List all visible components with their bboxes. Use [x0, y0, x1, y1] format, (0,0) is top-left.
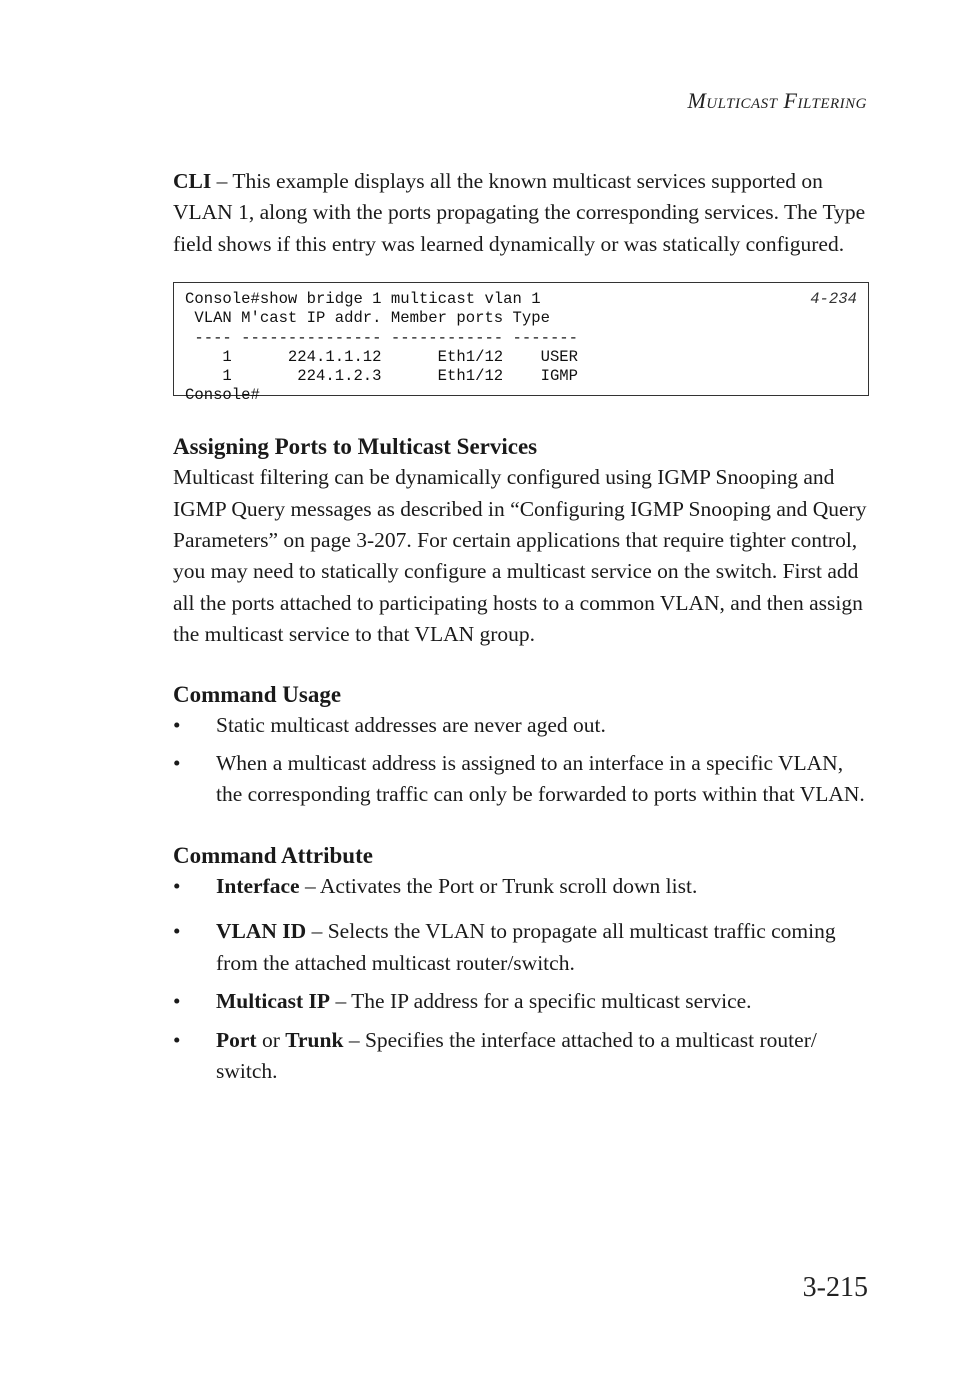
- attribute-description: – Specifies the interface attached to a multicast router/ switch.: [216, 1027, 817, 1083]
- list-item: [173, 871, 869, 902]
- bullet-icon: •: [173, 989, 181, 1014]
- usage-list: [173, 710, 869, 811]
- attribute-heading: Command Attribute: [173, 842, 373, 868]
- list-item: [173, 748, 869, 811]
- list-item: [173, 710, 869, 741]
- attribute-list: [173, 871, 869, 1087]
- intro-text: – This example displays all the known multicast services supported on VLAN 1, along with the ports propagating the corresponding services. The Type field shows if this entry was learned dynamically or was statically configured.: [173, 169, 866, 256]
- attribute-term: Interface: [216, 873, 300, 898]
- attribute-description: – Activates the Port or Trunk scroll down list.: [299, 873, 698, 898]
- list-item: [173, 916, 869, 979]
- code-line: VLAN M'cast IP addr. Member ports Type: [185, 309, 550, 328]
- bullet-icon: •: [173, 1027, 181, 1052]
- intro-paragraph: [173, 166, 869, 260]
- attribute-term: VLAN ID: [216, 919, 307, 944]
- attribute-description: – Selects the VLAN to propagate all multicast traffic coming from the attached multicast router/switch.: [216, 919, 836, 975]
- attribute-term: Port: [216, 1027, 257, 1052]
- attribute-term: Trunk: [285, 1027, 344, 1052]
- code-line: 1 224.1.2.3 Eth1/12 IGMP: [185, 366, 579, 385]
- assign-heading: Assigning Ports to Multicast Services: [173, 434, 538, 460]
- bullet-icon: •: [173, 712, 181, 737]
- list-item: [173, 1025, 869, 1088]
- cli-example-box: [173, 282, 869, 405]
- list-item-text: When a multicast address is assigned to an interface in a specific VLAN, the corresponding traffic can only be forwarded to ports within that VLAN.: [216, 751, 865, 807]
- bullet-icon: •: [173, 873, 181, 898]
- usage-heading: Command Usage: [173, 681, 342, 707]
- attribute-connector: or: [256, 1027, 286, 1052]
- assign-paragraph: Multicast filtering can be dynamically configured using IGMP Snooping and IGMP Query messages as described in “Configuring IGMP Snooping and Query Parameters” on page 3-207. For certain applications that require tighter control, you may need to statically configure a multicast service on the switch. First add all the ports attached to participating hosts to a common VLAN, and then assign the multicast service to that VLAN group.: [173, 465, 867, 647]
- code-command: Console#show bridge 1 multicast vlan 1: [185, 290, 541, 309]
- intro-lead: CLI: [173, 169, 212, 193]
- running-header: Multicast Filtering: [687, 88, 867, 113]
- bullet-icon: •: [173, 751, 181, 776]
- code-page-reference: 4-234: [810, 290, 857, 309]
- code-line: ---- --------------- ------------ -------: [185, 328, 579, 347]
- bullet-icon: •: [173, 919, 181, 944]
- list-item: [173, 986, 869, 1017]
- list-item-text: Static multicast addresses are never aged out.: [216, 712, 606, 737]
- code-line: 1 224.1.1.12 Eth1/12 USER: [185, 347, 579, 366]
- code-line: Console#: [185, 386, 260, 405]
- attribute-term: Multicast IP: [216, 989, 331, 1014]
- attribute-description: – The IP address for a specific multicast service.: [330, 989, 752, 1014]
- page-content: [173, 166, 869, 1087]
- page-number: 3-215: [802, 1272, 868, 1303]
